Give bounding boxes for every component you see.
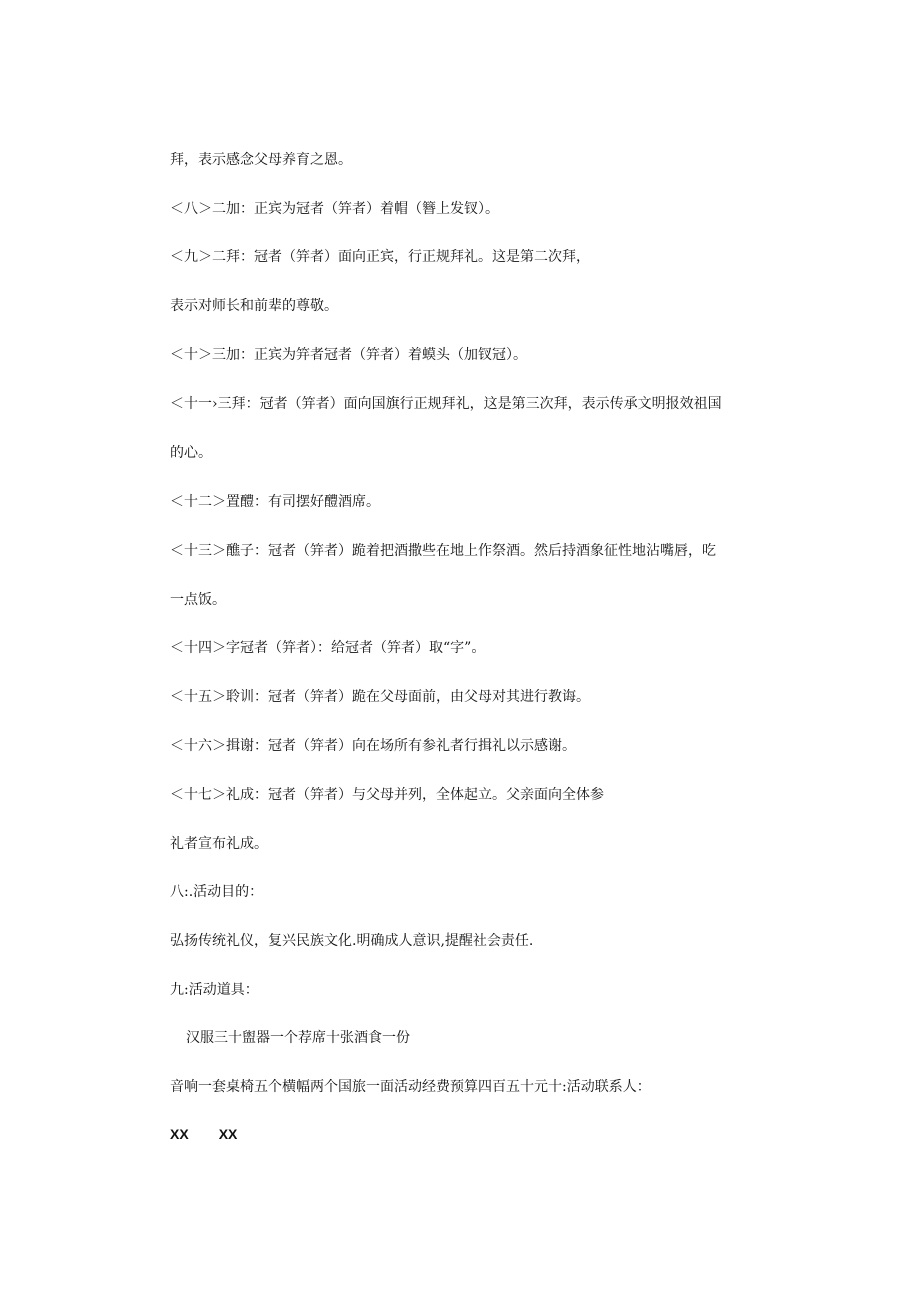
text-line: 音响一套桌椅五个横幅两个国旅一面活动经费预算四百五十元十:活动联系人：	[170, 1079, 651, 1095]
text-line: ＜八＞二加：正宾为冠者（笄者）着帽（簪上发钗）。	[170, 201, 499, 217]
section-heading: 九:活动道具：	[170, 982, 259, 998]
text-line: 表示对师长和前辈的尊敬。	[170, 298, 338, 314]
text-line: 汉服三十盥器一个荐席十张酒食一份	[186, 1030, 410, 1046]
text-line: ＜十四＞字冠者（笄者）：给冠者（笄者）取“字”。	[170, 640, 486, 656]
text-line: 一点饭。	[170, 592, 226, 608]
text-line: ＜十七＞礼成：冠者（笄者）与父母并列，全体起立。父亲面向全体参	[170, 787, 604, 803]
text-line: ＜九＞二拜：冠者（笄者）面向正宾，行正规拜礼。这是第二次拜，	[170, 249, 590, 265]
text-line: ＜十二＞置醴：有司摆好醴酒席。	[170, 494, 380, 510]
text-line: 拜，表示感念父母养育之恩。	[170, 152, 352, 168]
text-line: ＜十一›三拜：冠者（笄者）面向国旗行正规拜礼，这是第三次拜，表示传承文明报效祖国	[170, 396, 722, 412]
text-line: ＜十三＞醮子：冠者（笄者）跪着把酒撒些在地上作祭酒。然后持酒象征性地沾嘴唇，吃	[170, 543, 716, 559]
section-heading: 八:.活动目的：	[170, 884, 264, 900]
contact-name: XX	[218, 1126, 238, 1142]
text-line: 的心。	[170, 445, 212, 461]
text-line: ＜十＞三加：正宾为笄者冠者（笄者）着蟆头（加钗冠）。	[170, 347, 527, 363]
contact-names	[170, 1124, 237, 1144]
text-line: ＜十六＞揖谢：冠者（笄者）向在场所有参礼者行揖礼以示感谢。	[170, 738, 576, 754]
text-line: 礼者宣布礼成。	[170, 836, 268, 852]
text-line: 弘扬传统礼仪，复兴民族文化.明确成人意识,提醒社会责任.	[170, 933, 534, 949]
contact-name: XX	[170, 1126, 189, 1142]
text-line: ＜十五＞聆训：冠者（笄者）跪在父母面前，由父母对其进行教诲。	[170, 689, 590, 705]
